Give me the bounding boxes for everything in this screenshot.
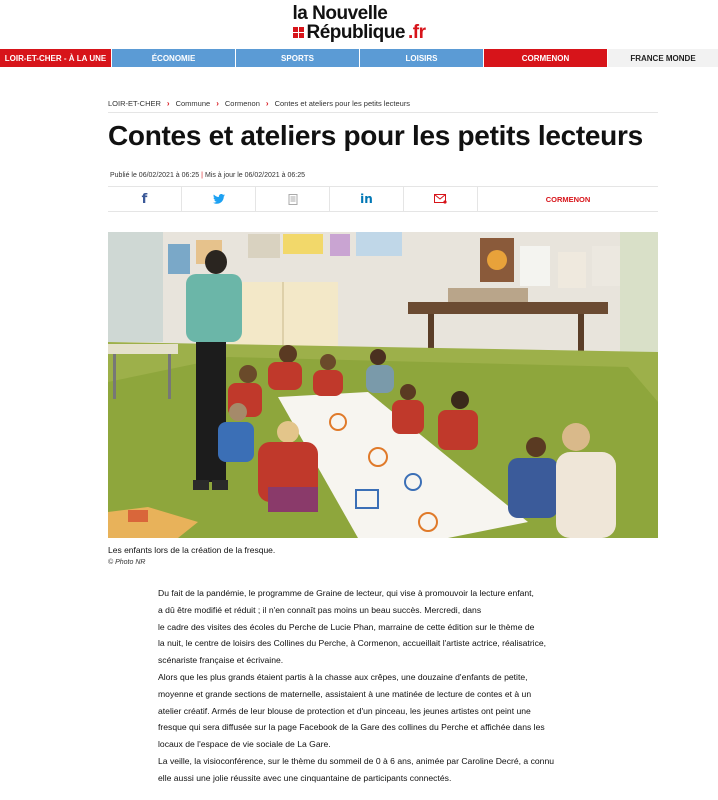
nav-item-economie[interactable]: ÉCONOMIE [112,49,236,67]
body-line: elle aussi une jolie réussite avec une cinquantaine de participants connectés. [158,772,452,783]
photo-caption: Les enfants lors de la création de la fresque. [108,545,276,555]
breadcrumb-current: Contes et ateliers pour les petits lecteurs [274,99,411,108]
nav-item-cormenon[interactable]: CORMENON [484,49,608,67]
print-button[interactable] [256,187,330,211]
photo-credit: © Photo NR [108,559,146,566]
nav-item-france-monde[interactable]: FRANCE MONDE [608,49,718,67]
nav-item-loir-et-cher[interactable]: LOIR-ET-CHER - À LA UNE [0,49,112,67]
logo-line-1: la Nouvelle [292,3,388,24]
main-nav [0,49,718,67]
print-icon [288,194,298,205]
page-title: Contes et ateliers pour les petits lecteurs [108,120,643,151]
article-photo [108,232,658,538]
chevron-right-icon: › [265,99,269,108]
nav-item-sports[interactable]: SPORTS [236,49,360,67]
logo-line-2: République [306,22,405,43]
share-linkedin-button[interactable] [330,187,404,211]
body-line: atelier créatif. Armés de leur blouse de protection et d'un pinceau, les jeunes artistes ont peint une [158,705,531,716]
body-line: scénariste française et écrivaine. [158,655,284,666]
share-bar [108,186,658,212]
breadcrumb-item[interactable]: LOIR-ET-CHER [108,99,161,108]
published-date: Publié le 06/02/2021 à 06:25 [110,172,200,179]
breadcrumb-item[interactable]: Commune [175,99,211,108]
tag-cormenon-link[interactable]: CORMENON [545,194,591,204]
body-line: Du fait de la pandémie, le programme de Graine de lecteur, qui vise à promouvoir la lecture enfant, [158,588,534,598]
linkedin-icon: in [360,192,373,206]
photo-illustration [108,232,658,538]
site-logo[interactable] [0,4,718,43]
body-line: Alors que les plus grands étaient partis à la chasse aux crêpes, une douzaine d'enfants de petite, [158,671,528,682]
nav-item-loisirs[interactable]: LOISIRS [360,49,484,67]
chevron-right-icon: › [166,99,170,108]
article-body [158,585,628,787]
body-line: moyenne et grande sections de maternelle, assistaient à une matinée de lecture de contes et à un [158,688,532,699]
body-line: locaux de l'espace de vie sociale de La Gare. [158,739,331,750]
logo-tld: .fr [407,22,426,43]
mail-icon [434,194,447,204]
logo-mark-icon [293,27,304,38]
article-dates: Publié le 06/02/2021 à 06:25 | Mis à jour le 06/02/2021 à 06:25 [110,172,305,179]
share-facebook-button[interactable] [108,187,182,211]
share-mail-button[interactable] [404,187,478,211]
breadcrumb [108,99,410,108]
body-line: La veille, la visioconférence, sur le thème du sommeil de 0 à 6 ans, animée par Caroline Decré, a connu [158,755,555,766]
facebook-icon: f [141,191,148,207]
body-line: a dû être modifié et réduit ; il n'en connaît pas moins un beau succès. Mercredi, dans [158,604,482,615]
share-twitter-button[interactable] [182,187,256,211]
updated-date: Mis à jour le 06/02/2021 à 06:25 [204,172,305,179]
chevron-right-icon: › [216,99,219,108]
body-line: la nuit, le centre de loisirs des Collines du Perche, à Cormenon, accueillait l'artiste actrice, réalisatrice, [158,638,547,649]
divider [108,112,658,113]
body-line: fresque qui sera diffusée sur la page Facebook de la Gare des collines du Perche et affichée dans les [158,722,545,733]
breadcrumb-item[interactable]: Cormenon [224,99,260,108]
body-line: le cadre des visites des écoles du Perche de Lucie Phan, marraine de cette édition sur le thème de [158,621,535,632]
twitter-icon [213,194,225,204]
